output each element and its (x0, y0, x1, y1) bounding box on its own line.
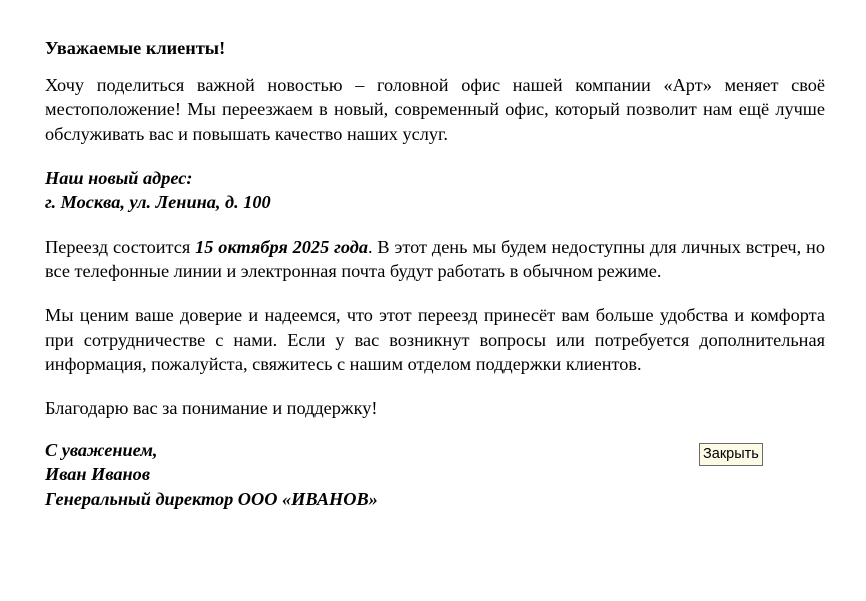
thanks-paragraph: Благодарю вас за понимание и поддержку! (45, 398, 378, 418)
move-paragraph (45, 235, 825, 284)
letter-intro-paragraph: Хочу поделиться важной новостью – головной офис нашей компании «Арт» меняет своё местоположение! Мы переезжаем в новый, современный офис, который позволит нам ещё лучше обслуживать вас и повышать качество наших услуг. (45, 74, 825, 144)
close-button[interactable]: Закрыть (699, 443, 763, 466)
address-block (45, 166, 825, 215)
address-heading: Наш новый адрес: (45, 167, 193, 188)
letter-greeting: Уважаемые клиенты! (45, 38, 226, 58)
signature-name: Иван Иванов (45, 464, 150, 484)
signature-position: Генеральный директор ООО «ИВАНОВ» (45, 488, 378, 509)
move-date: 15 октября 2025 года (195, 236, 368, 257)
address-text: г. Москва, ул. Ленина, д. 100 (45, 192, 271, 212)
trust-paragraph: Мы ценим ваше доверие и надеемся, что этот переезд принесёт вам больше удобства и комфорта при сотрудничестве с нами. Если у вас возникнут вопросы или потребуется дополнительная информация, пожалуйста, свяжитесь с нашим отделом поддержки клиентов. (45, 305, 825, 374)
move-text-after: . В этот день мы будем недоступны для личных встреч, но все телефонные линии и электронная почта будут работать в обычном режиме. (45, 236, 825, 281)
signature-closing: С уважением, (45, 439, 158, 460)
move-text-before: Переезд состоится (45, 236, 196, 257)
